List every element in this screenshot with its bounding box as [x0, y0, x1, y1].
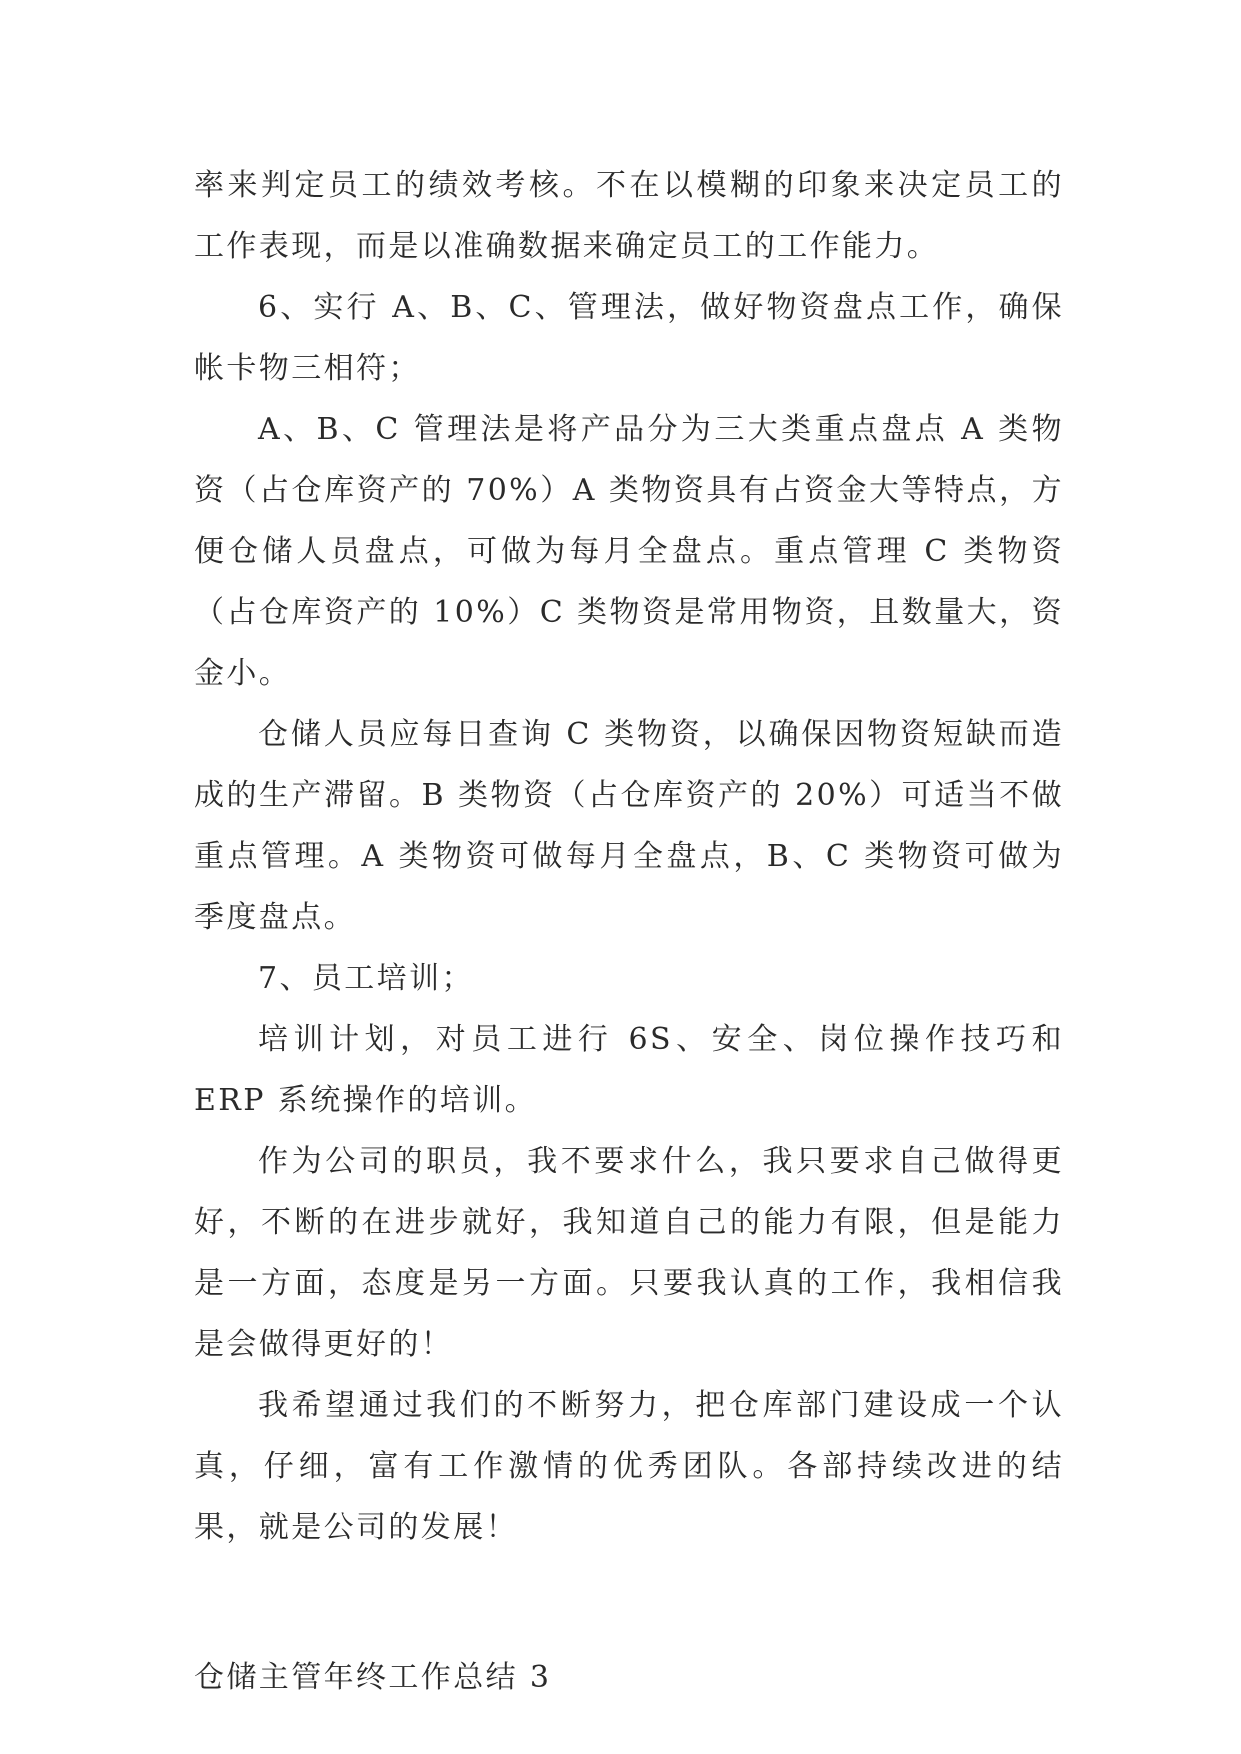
- paragraph-abc-method-heading: 6、实行 A、B、C、管理法，做好物资盘点工作，确保帐卡物三相符；: [194, 290, 1064, 386]
- section-spacer: [194, 1558, 1064, 1647]
- section-heading: 仓储主管年终工作总结 3: [194, 1660, 552, 1695]
- paragraph-team-goal: 我希望通过我们的不断努力，把仓库部门建设成一个认真，仔细，富有工作激情的优秀团队。各部持续改进的结果，就是公司的发展！: [194, 1388, 1064, 1545]
- paragraph-daily-inventory-check: 仓储人员应每日查询 C 类物资，以确保因物资短缺而造成的生产滞留。B 类物资（占仓库资产的 20%）可适当不做重点管理。A 类物资可做每月全盘点，B、C 类物资可做为季度盘点。: [194, 717, 1064, 935]
- paragraph-performance-evaluation: 率来判定员工的绩效考核。不在以模糊的印象来决定员工的工作表现，而是以准确数据来确定员工的工作能力。: [194, 168, 1064, 264]
- paragraph-personal-attitude: 作为公司的职员，我不要求什么，我只要求自己做得更好，不断的在进步就好，我知道自己的能力有限，但是能力是一方面，态度是另一方面。只要我认真的工作，我相信我是会做得更好的！: [194, 1144, 1064, 1362]
- document-body: [194, 155, 1064, 1708]
- paragraph-staff-training-heading: 7、员工培训；: [258, 961, 474, 996]
- paragraph-training-plan: 培训计划，对员工进行 6S、安全、岗位操作技巧和 ERP 系统操作的培训。: [194, 1022, 1064, 1118]
- paragraph-abc-method-detail: A、B、C 管理法是将产品分为三大类重点盘点 A 类物资（占仓库资产的 70%）A 类物资具有占资金大等特点，方便仓储人员盘点，可做为每月全盘点。重点管理 C 类物资（占仓库资产的 10%）C 类物资是常用物资，且数量大，资金小。: [194, 412, 1064, 691]
